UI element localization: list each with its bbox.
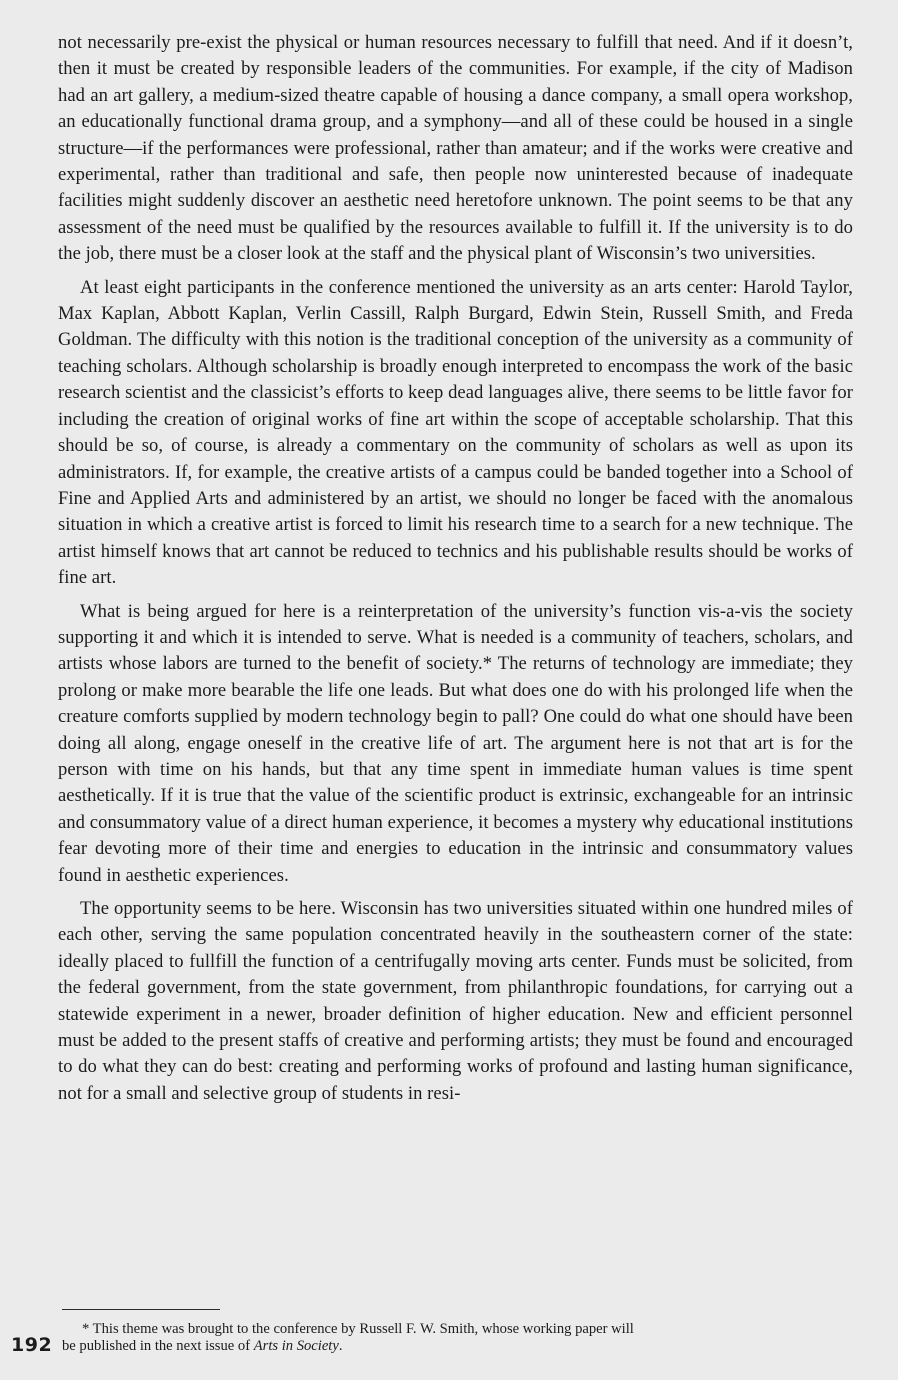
footnote (62, 1321, 857, 1355)
paragraph-2: At least eight participants in the conference mentioned the university as an arts center: Harold Taylor, Max Kaplan, Abbott Kaplan, Verlin Cassill, Ralph Burgard, Edwin Stein, Russell Smith, and Freda Goldman. The difficulty with this notion is the traditional conception of the university as a community of teaching scholars. Although scholarship is broadly enough interpreted to encompass the work of the basic research scientist and the classicist’s efforts to keep dead languages alive, there seems to be little favor for including the creation of original works of fine art within the scope of acceptable scholarship. That this should be so, of course, is already a commentary on the community of scholars as well as upon its administrators. If, for example, the creative artists of a campus could be banded together into a School of Fine and Applied Arts and administered by an artist, we should no longer be faced with the anomalous situation in which a creative artist is forced to limit his research time to a search for a new technique. The artist himself knows that art cannot be reduced to technics and his publishable results should be works of fine art. (58, 276, 853, 589)
paragraph-3: What is being argued for here is a reinterpretation of the university’s function vis-a-vis the society supporting it and which it is intended to serve. What is needed is a community of teachers, scholars, and artists whose labors are turned to the benefit of society.* The returns of technology are immediate; they prolong or make more bearable the life one leads. But what does one do with his prolonged life when the creature comforts supplied by modern technology begin to pall? One could do what one should have been doing all along, engage oneself in the creative life of art. The argument here is not that art is for the person with time on his hands, but that any time spent in immediate human values is time spent aesthetically. If it is true that the value of the scientific product is extrinsic, exchangeable for an intrinsic and consummatory value of a direct human experience, it becomes a mystery why educational institutions fear devoting more of their time and energies to education in the intrinsic and consummatory values found in aesthetic experiences. (58, 600, 853, 886)
footnote-line-2-suffix: . (338, 1338, 343, 1354)
footnote-line-1: * This theme was brought to the conference by Russell F. W. Smith, whose working paper will (82, 1321, 634, 1337)
paragraph-1: not necessarily pre-exist the physical or human resources necessary to fulfill that need. And if it doesn’t, then it must be created by responsible leaders of the communities. For example, if the city of Madison had an art gallery, a medium-sized theatre capable of housing a dance company, a small opera workshop, an educationally functional drama group, and a symphony—and all of these could be housed in a single structure—if the performances were professional, rather than amateur; and if the works were creative and experimental, rather than traditional and safe, then people now uninterested because of inadequate facilities might suddenly discover an aesthetic need heretofore unknown. The point seems to be that any assessment of the need must be qualified by the resources available to fulfill it. If the university is to do the job, there must be a closer look at the staff and the physical plant of Wisconsin’s two universities. (58, 32, 853, 265)
footnote-divider (62, 1309, 220, 1310)
body-text (58, 30, 853, 1114)
page-number: 192 (11, 1334, 53, 1356)
paragraph-4: The opportunity seems to be here. Wisconsin has two universities situated within one hundred miles of each other, serving the same population concentrated heavily in the southeastern corner of the state: ideally placed to fullfill the function of a centrifugally moving arts center. Funds must be solicited, from the federal government, from the state government, from philanthropic foundations, for carrying out a statewide experiment in a newer, broader definition of higher education. New and efficient personnel must be added to the present staffs of creative and performing artists; they must be found and encouraged to do what they can do best: creating and performing works of profound and lasting human significance, not for a small and selective group of students in resi- (58, 898, 853, 1104)
footnote-publication-title: Arts in Society (253, 1338, 339, 1354)
footnote-line-2-prefix: be published in the next issue of (62, 1338, 254, 1354)
footnote-line-2 (62, 1338, 857, 1355)
